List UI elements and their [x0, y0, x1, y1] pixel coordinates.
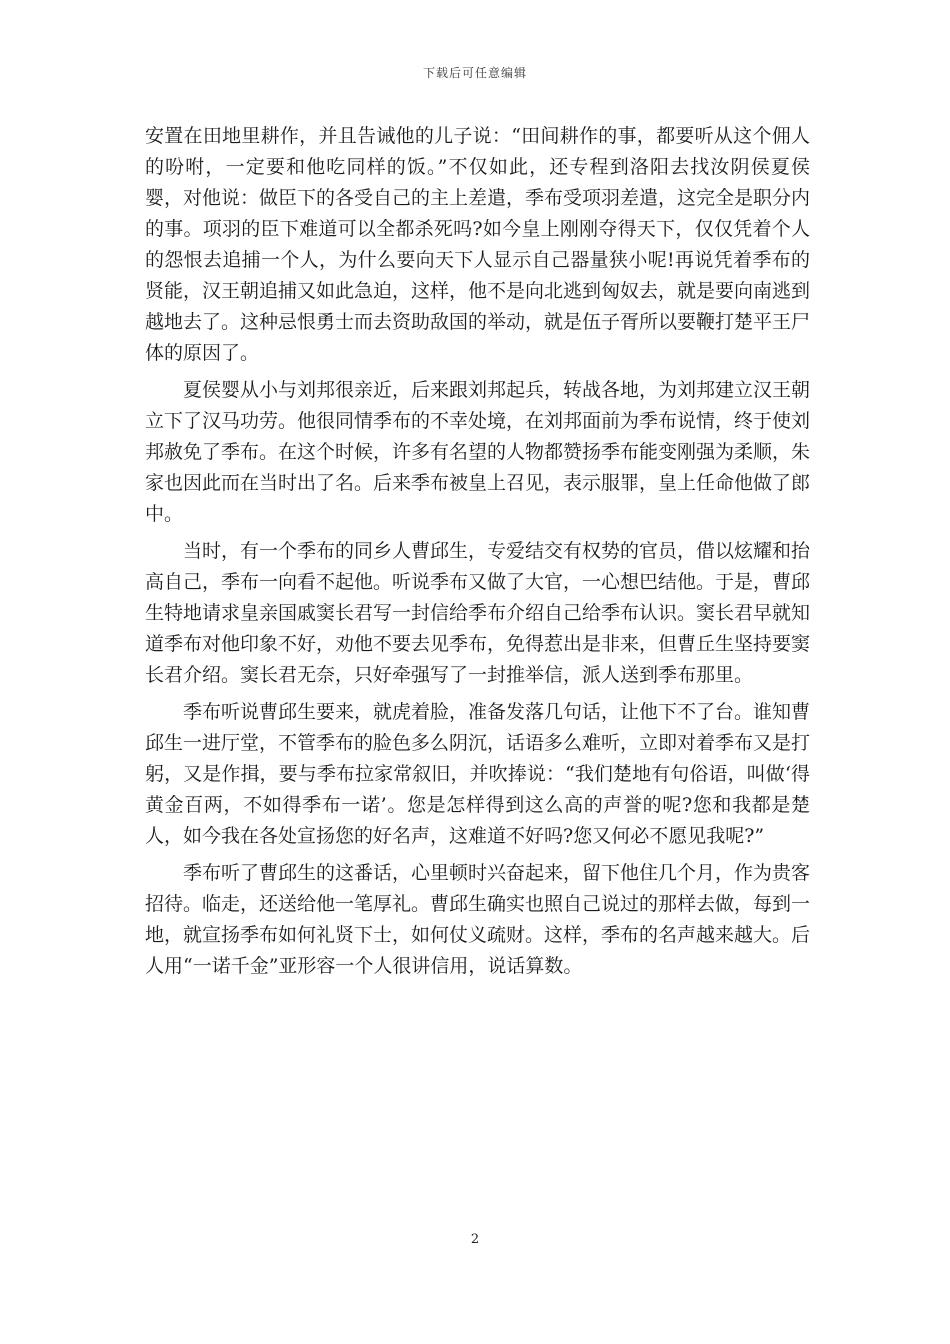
- paragraph: 安置在田地里耕作，并且告诫他的儿子说：“田间耕作的事，都要听从这个佣人的吩咐，一定要和他吃同样的饭。”不仅如此，还专程到洛阳去找汝阴侯夏侯婴，对他说：做臣下的各受自己的主上差遣，季布受项羽差遣，这完全是职分内的事。项羽的臣下难道可以全都杀死吗?如今皇上刚刚夺得天下，仅仅凭着个人的怨恨去追捕一个人，为什么要向天下人显示自己器量狭小呢!再说凭着季布的贤能，汉王朝追捕又如此急迫，这样，他不是向北逃到匈奴去，就是要向南逃到越地去了。这种忌恨勇士而去资助敌国的举动，就是伍子胥所以要鞭打楚平王尸体的原因了。: [145, 125, 811, 364]
- paragraph: 夏侯婴从小与刘邦很亲近，后来跟刘邦起兵，转战各地，为刘邦建立汉王朝立下了汉马功劳。他很同情季布的不幸处境，在刘邦面前为季布说情，终于使刘邦赦免了季布。在这个时候，许多有名望的人物都赞扬季布能变刚强为柔顺，朱家也因此而在当时出了名。后来季布被皇上召见，表示服罪，皇上任命他做了郎中。: [145, 379, 811, 525]
- paragraph: 季布听说曹邱生要来，就虎着脸，准备发落几句话，让他下不了台。谁知曹邱生一进厅堂，不管季布的脸色多么阴沉，话语多么难听，立即对着季布又是打躬，又是作揖，要与季布拉家常叙旧，并吹捧说：“我们楚地有句俗语，叫做‘得黄金百两，不如得季布一诺’。您是怎样得到这么高的声誉的呢?您和我都是楚人，如今我在各处宣扬您的好名声，这难道不好吗?您又何必不愿见我呢?”: [145, 701, 811, 847]
- page-header: 下载后可任意编辑: [422, 66, 527, 80]
- page-number: 2: [470, 1232, 480, 1247]
- document-body: [145, 121, 810, 988]
- paragraph: 季布听了曹邱生的这番话，心里顿时兴奋起来，留下他住几个月，作为贵客招待。临走，还送给他一笔厚礼。曹邱生确实也照自己说过的那样去做，每到一地，就宣扬季布如何礼贤下士，如何仗义疏财。这样，季布的名声越来越大。后人用“一诺千金”亚形容一个人很讲信用，说话算数。: [145, 862, 811, 977]
- paragraph: 当时，有一个季布的同乡人曹邱生，专爱结交有权势的官员，借以炫耀和抬高自己，季布一向看不起他。听说季布又做了大官，一心想巴结他。于是，曹邱生特地请求皇亲国戚窦长君写一封信给季布介绍自己给季布认识。窦长君早就知道季布对他印象不好，劝他不要去见季布，免得惹出是非来，但曹丘生坚持要窦长君介绍。窦长君无奈，只好牵强写了一封推举信，派人送到季布那里。: [145, 540, 811, 686]
